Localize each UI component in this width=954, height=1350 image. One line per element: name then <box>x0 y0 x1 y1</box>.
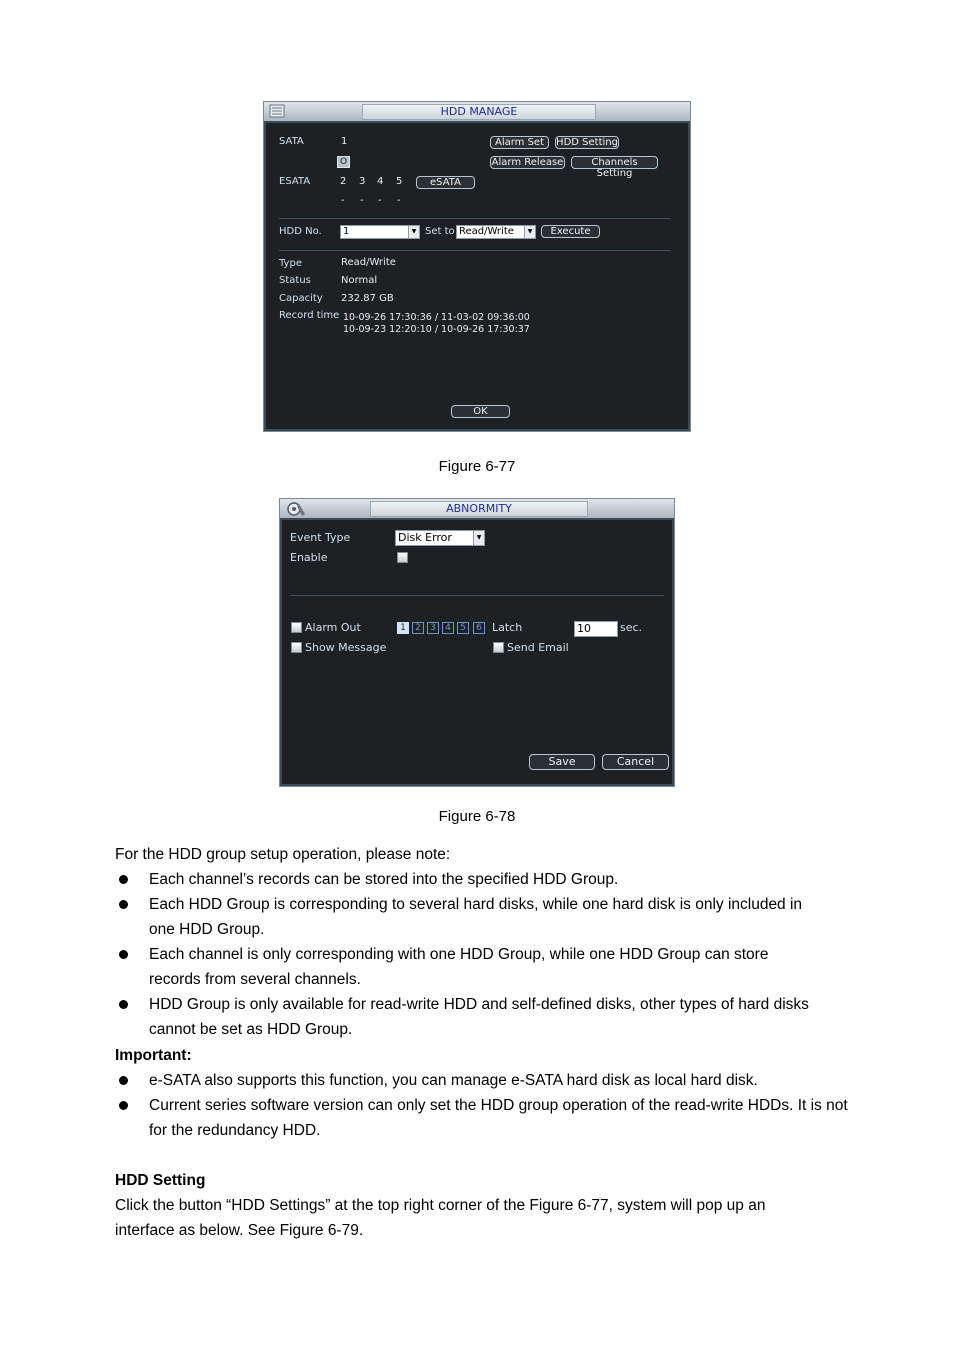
chevron-down-icon[interactable]: ▼ <box>473 531 484 545</box>
alarm-channel-2[interactable]: 2 <box>412 622 424 634</box>
esata-button[interactable]: eSATA <box>416 176 475 189</box>
esata-port-2: 2 <box>340 176 347 187</box>
capacity-label: Capacity <box>279 293 323 304</box>
abnormity-titlebar <box>280 499 674 520</box>
record-time-1: 10-09-26 17:30:36 / 11-03-02 09:36:00 <box>343 312 530 323</box>
chevron-down-icon[interactable]: ▼ <box>524 226 535 238</box>
alarm-channel-5[interactable]: 5 <box>457 622 469 634</box>
hdd-setting-para-line1: Click the button “HDD Settings” at the top right corner of the Figure 6-77, system will pop up an <box>115 1197 766 1214</box>
record-time-label: Record time <box>279 310 340 321</box>
send-email-checkbox[interactable] <box>493 642 504 653</box>
latch-label: Latch <box>492 621 523 634</box>
capacity-value: 232.87 GB <box>341 293 394 304</box>
important-bullet-1: e-SATA also supports this function, you can manage e-SATA hard disk as local hard disk. <box>149 1072 758 1089</box>
hdd-manage-window <box>263 101 691 432</box>
bullet-1: Each channel’s records can be stored into the specified HDD Group. <box>149 871 619 888</box>
hdd-manage-titlebar <box>264 102 690 123</box>
hdd-setting-button[interactable]: HDD Setting <box>556 137 618 148</box>
window-menu-icon <box>269 104 285 118</box>
set-to-label: Set to <box>425 226 455 237</box>
event-type-select[interactable] <box>395 530 485 546</box>
sata-status-indicator[interactable]: O <box>337 156 350 168</box>
intro-text: For the HDD group setup operation, please note: <box>115 846 451 863</box>
bullet-icon <box>119 1101 128 1110</box>
sata-label: SATA <box>279 136 304 147</box>
hdd-setting-para-line2: interface as below. See Figure 6-79. <box>115 1222 364 1239</box>
chevron-down-icon[interactable]: ▼ <box>408 226 419 238</box>
alarm-channel-3[interactable]: 3 <box>427 622 439 634</box>
latch-input[interactable]: 10 <box>574 621 618 637</box>
gear-icon <box>285 500 307 518</box>
hdd-manage-title: HDD MANAGE <box>362 104 596 120</box>
alarm-set-button[interactable]: Alarm Set <box>490 136 549 149</box>
alarm-release-button[interactable]: Alarm Release <box>491 157 564 168</box>
divider-mid <box>279 250 671 251</box>
set-to-select[interactable] <box>456 225 536 239</box>
bullet-3: Each channel is only corresponding with one HDD Group, while one HDD Group can store records from several channels. <box>149 946 769 988</box>
esata-status-3: - <box>360 195 364 206</box>
esata-port-4: 4 <box>377 176 384 187</box>
set-to-value: Read/Write <box>459 226 514 237</box>
esata-status-2: - <box>341 195 345 206</box>
abnormity-window <box>279 498 675 787</box>
alarm-out-checkbox[interactable] <box>291 622 302 633</box>
enable-checkbox[interactable] <box>397 552 408 563</box>
esata-port-3: 3 <box>359 176 366 187</box>
figure-6-77-caption: Figure 6-77 <box>438 458 516 475</box>
esata-status-5: - <box>397 195 401 206</box>
figure-6-78-caption: Figure 6-78 <box>438 808 516 825</box>
event-type-label: Event Type <box>290 531 351 544</box>
bullet-icon <box>119 1000 128 1009</box>
ok-button[interactable]: OK <box>451 405 510 418</box>
sec-label: sec. <box>620 621 643 634</box>
type-value: Read/Write <box>341 257 396 268</box>
alarm-channel-4[interactable]: 4 <box>442 622 454 634</box>
enable-label: Enable <box>290 551 328 564</box>
send-email-label: Send Email <box>507 641 569 654</box>
sata-port-1: 1 <box>341 136 348 147</box>
cancel-button[interactable]: Cancel <box>602 754 669 770</box>
esata-status-4: - <box>378 195 382 206</box>
status-label: Status <box>279 275 311 286</box>
esata-label: ESATA <box>279 176 311 187</box>
channels-setting-button[interactable]: Channels Setting <box>571 156 658 169</box>
type-label: Type <box>279 258 302 269</box>
abnormity-title: ABNORMITY <box>370 501 588 517</box>
divider-top <box>279 218 671 219</box>
bullet-icon <box>119 1076 128 1085</box>
bullet-icon <box>119 900 128 909</box>
bullet-2: Each HDD Group is corresponding to several hard disks, while one hard disk is only included in one HDD Group. <box>149 896 803 938</box>
hdd-setting-heading: HDD Setting <box>115 1172 206 1189</box>
alarm-channel-1[interactable]: 1 <box>397 622 409 634</box>
bullet-4: HDD Group is only available for read-write HDD and self-defined disks, other types of hard disks cannot be set as HDD Group. <box>149 996 809 1038</box>
show-message-checkbox[interactable] <box>291 642 302 653</box>
divider <box>290 595 664 596</box>
execute-button[interactable]: Execute <box>541 225 600 238</box>
hdd-no-select[interactable] <box>340 225 420 239</box>
bullet-icon <box>119 875 128 884</box>
alarm-channel-6[interactable]: 6 <box>473 622 485 634</box>
important-heading: Important: <box>115 1047 192 1064</box>
hdd-no-label: HDD No. <box>279 226 322 237</box>
event-type-value: Disk Error <box>398 531 452 544</box>
important-bullet-2: Current series software version can only set the HDD group operation of the read-write HDDs. It is not for the redundancy HDD. <box>149 1097 848 1139</box>
save-button[interactable]: Save <box>529 754 595 770</box>
show-message-label: Show Message <box>305 641 387 654</box>
alarm-out-label: Alarm Out <box>305 621 361 634</box>
record-time-2: 10-09-23 12:20:10 / 10-09-26 17:30:37 <box>343 324 530 335</box>
hdd-no-value: 1 <box>343 226 350 237</box>
bullet-icon <box>119 950 128 959</box>
esata-port-5: 5 <box>396 176 403 187</box>
status-value: Normal <box>341 275 378 286</box>
